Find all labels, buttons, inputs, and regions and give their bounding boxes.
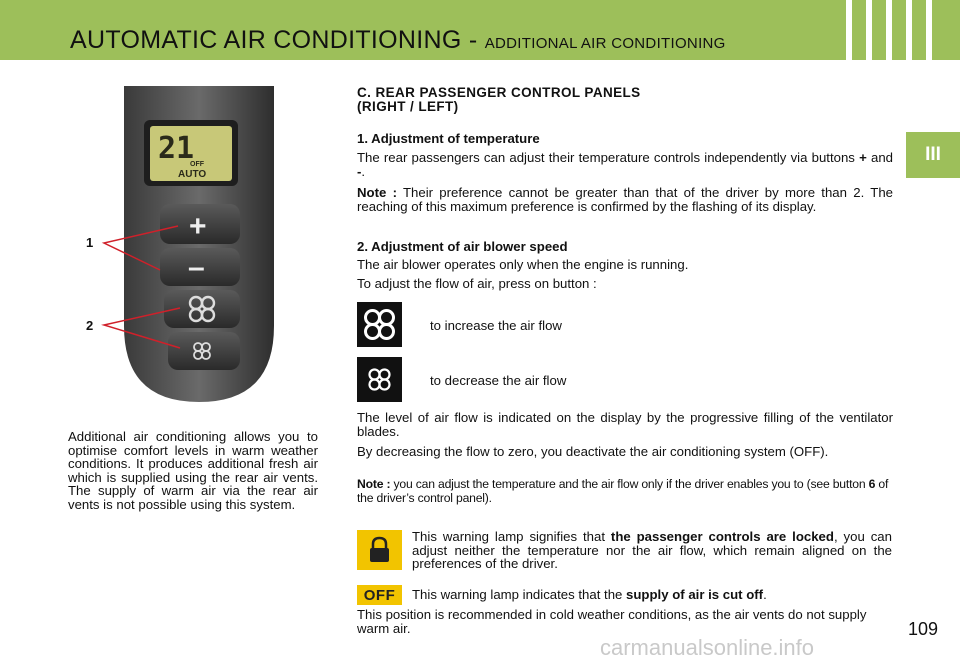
page-title [70,26,726,55]
increase-text: to increase the air flow [430,318,562,333]
title-main: AUTOMATIC AIR CONDITIONING - [70,26,485,54]
off-warning-lamp: OFF [357,585,402,605]
note-preference: Note : Their preference cannot be greater than that of the driver by more than 2. The reaching of this maximum preference is confirmed by the flashing of its display. [357,185,893,214]
header-bar [0,0,960,60]
level-text: The level of air flow is indicated on the display by the progressive filling of the ventilator blades. [357,410,893,439]
minus-label: – [188,251,205,284]
page-number: 109 [908,619,939,639]
plus-label: + [189,210,207,243]
callout-1: 1 [86,235,94,250]
section-title [357,86,641,114]
fan-increase-button[interactable] [164,290,240,328]
fan-decrease-icon-box [357,357,402,402]
padlock-icon [357,530,402,570]
fan-large-icon [357,302,402,347]
cold-weather-text: This position is recommended in cold weather conditions, as the air vents do not supply warm air. [357,607,867,636]
fan-increase-icon-box [357,302,402,347]
section-title-line2: (RIGHT / LEFT) [357,99,459,114]
decrease-zero-text: By decreasing the flow to zero, you deactivate the air conditioning system (OFF). [357,444,829,459]
decrease-text: to decrease the air flow [430,373,567,388]
temperature-text: The rear passengers can adjust their temperature controls independently via buttons + and -. [357,150,893,179]
section-title-line1: C. REAR PASSENGER CONTROL PANELS [357,85,641,100]
note-driver-enable: Note : you can adjust the temperature and the air flow only if the driver enables you to (see button 6 of the driver’s control panel). [357,477,889,505]
display-off: OFF [190,161,204,168]
watermark: carmanualsonline.info [600,635,815,660]
temperature-heading: 1. Adjustment of temperature [357,131,540,146]
off-text: This warning lamp indicates that the supply of air is cut off. [412,587,767,602]
display-digits: 21 [158,131,195,166]
chapter-tab: III [906,132,960,178]
intro-paragraph: Additional air conditioning allows you to optimise comfort levels in warm weather conditions. It produces additional fresh air which is supplied using the rear air vents. The supply of warm air via the rear air vents is not possible using this system. [68,429,318,512]
blower-text-2: To adjust the flow of air, press on button : [357,276,597,291]
blower-text-1: The air blower operates only when the engine is running. [357,257,689,272]
callout-2: 2 [86,318,94,333]
fan-small-icon [357,357,402,402]
rear-control-panel-image [124,86,274,402]
display-auto: AUTO [178,169,207,180]
lock-text: This warning lamp signifies that the passenger controls are locked, you can adjust neither the temperature nor the air flow, which remain aligned on the preferences of the driver. [412,529,892,571]
lock-warning-lamp [357,530,402,570]
blower-heading: 2. Adjustment of air blower speed [357,239,568,254]
title-subtitle: ADDITIONAL AIR CONDITIONING [484,35,726,52]
